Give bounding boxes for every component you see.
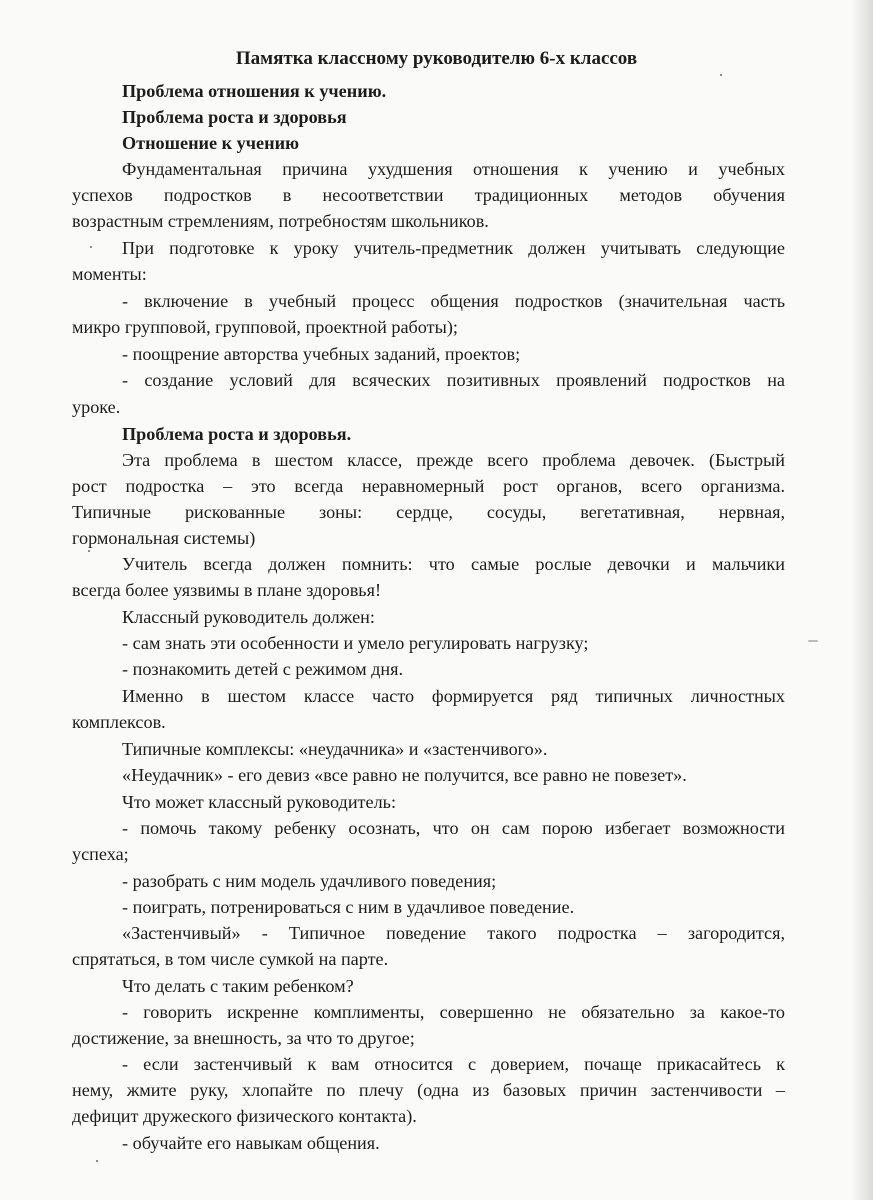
text-line: - помочь такому ребенку осознать, что он сам порою избегает возможности [122, 818, 785, 838]
heading-line: Отношение к учению [122, 133, 299, 153]
heading-line: Проблема роста и здоровья. [122, 424, 352, 444]
text-line: Типичные рискованные зоны: сердце, сосуды, вегетативная, нервная, [72, 502, 785, 522]
heading-line: Проблема роста и здоровья [122, 107, 347, 127]
text-line: Что делать с таким ребенком? [122, 976, 354, 996]
scan-speck [808, 640, 818, 642]
text-line: рост подростка – это всегда неравномерный рост органов, всего организма. [72, 476, 785, 496]
text-line: микро групповой, групповой, проектной работы); [72, 317, 458, 337]
text-line: дефицит дружеского физического контакта). [72, 1106, 417, 1126]
text-line: всегда более уязвимы в плане здоровья! [72, 580, 381, 600]
text-line: - создание условий для всяческих позитивных проявлений подростков на [122, 370, 785, 390]
text-line: «Неудачник» - его девиз «все равно не получится, все равно не повезет». [122, 765, 687, 785]
text-line: - если застенчивый к вам относится с доверием, почаще прикасайтесь к [122, 1054, 785, 1074]
scan-speck [88, 550, 90, 552]
heading-line: Проблема отношения к учению. [122, 81, 387, 101]
text-line: спрятаться, в том числе сумкой на парте. [72, 949, 389, 969]
text-line: моменты: [72, 264, 147, 284]
scan-speck [90, 246, 92, 248]
text-line: возрастным стремлениям, потребностям школьников. [72, 211, 489, 231]
text-line: - обучайте его навыкам общения. [122, 1133, 380, 1153]
text-line: нему, жмите руку, хлопайте по плечу (одна из базовых причин застенчивости – [72, 1080, 785, 1100]
scan-speck [96, 1160, 98, 1162]
text-line: При подготовке к уроку учитель-предметник должен учитывать следующие [122, 238, 785, 258]
text-line: Учитель всегда должен помнить: что самые рослые девочки и мальчики [122, 554, 785, 574]
text-line: достижение, за внешность, за что то другое; [72, 1028, 415, 1048]
document-title: Памятка классному руководителю 6-х классов [235, 48, 638, 69]
text-line: комплексов. [72, 712, 166, 732]
text-line: Что может классный руководитель: [122, 792, 396, 812]
text-line: - разобрать с ним модель удачливого поведения; [122, 871, 497, 891]
text-line: успеха; [72, 844, 129, 864]
scan-speck [720, 74, 722, 76]
text-line: - сам знать эти особенности и умело регулировать нагрузку; [122, 633, 589, 653]
text-line: - поиграть, потренироваться с ним в удачливое поведение. [122, 897, 575, 917]
page-edge-shadow [851, 0, 873, 1200]
text-line: Эта проблема в шестом классе, прежде всего проблема девочек. (Быстрый [122, 450, 785, 470]
text-line: уроке. [72, 397, 121, 417]
text-line: успехов подростков в несоответствии традиционных методов обучения [72, 185, 785, 205]
text-line: Типичные комплексы: «неудачника» и «застенчивого». [122, 739, 548, 759]
text-line: - включение в учебный процесс общения подростков (значительная часть [122, 291, 785, 311]
text-line: «Застенчивый» - Типичное поведение такого подростка – загородится, [122, 923, 785, 943]
text-line: Классный руководитель должен: [122, 607, 375, 627]
text-line: - говорить искренне комплименты, совершенно не обязательно за какое-то [122, 1002, 785, 1022]
text-line: гормональная системы) [72, 528, 256, 548]
text-line: - познакомить детей с режимом дня. [122, 659, 404, 679]
text-line: - поощрение авторства учебных заданий, проектов; [122, 344, 521, 364]
text-line: Фундаментальная причина ухудшения отношения к учению и учебных [122, 159, 785, 179]
text-line: Именно в шестом классе часто формируется ряд типичных личностных [122, 686, 785, 706]
